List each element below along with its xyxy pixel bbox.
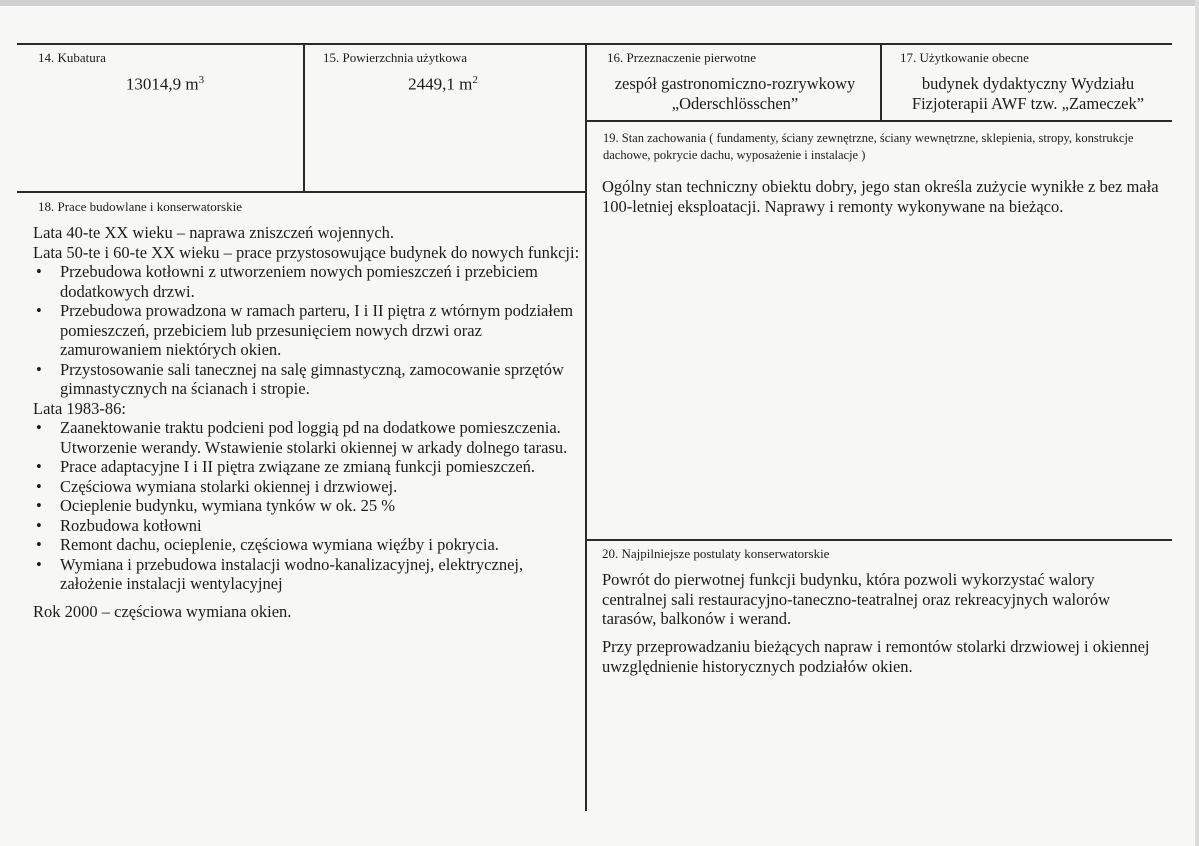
field-15-value xyxy=(368,74,518,95)
field-15-label: 15. Powierzchnia użytkowa xyxy=(323,50,468,65)
field-14-value xyxy=(90,74,240,95)
divider-20-top xyxy=(586,539,1172,541)
field-16-line: zespół gastronomiczno-rozrywkowy xyxy=(614,74,856,93)
scan-edge xyxy=(0,0,1199,6)
divider-14-15 xyxy=(303,43,305,192)
field-17-label: 17. Użytkowanie obecne xyxy=(900,50,1029,65)
field-14-number: 13014,9 m xyxy=(125,74,199,94)
field-20-label: 20. Najpilniejsze postulaty konserwatorskie xyxy=(602,546,830,561)
list-item: • Przebudowa prowadzona w ramach parteru, I i II piętra z wtórnym podziałem pomieszczeń, przebiciem lub przesunięciem nowych drzwi oraz zamurowaniem niektórych okien. xyxy=(33,301,585,360)
top-border xyxy=(17,43,1172,45)
list-item: • Wymiana i przebudowa instalacji wodno-kanalizacyjnej, elektrycznej, założenie instalacji wentylacyjnej xyxy=(33,555,585,594)
list-item: • Przystosowanie sali tanecznej na salę gimnastyczną, zamocowanie sprzętów gimnastycznych na ścianach i stropie. xyxy=(33,360,585,399)
field-16-line: „Oderschlösschen” xyxy=(671,94,799,113)
list-item: • Remont dachu, ocieplenie, częściowa wymiana więźby i pokrycia. xyxy=(33,535,585,555)
field-18-para: Lata 40-te XX wieku – naprawa zniszczeń wojennych. xyxy=(33,223,395,242)
field-18-para: Rok 2000 – częściowa wymiana okien. xyxy=(33,601,292,621)
field-19-text: Ogólny stan techniczny obiektu dobry, jego stan określa zużycie wynikłe z bez mała 100-letniej eksploatacji. Naprawy i remonty wykonywane na bieżąco. xyxy=(602,177,1159,216)
field-14-exponent: 3 xyxy=(198,74,205,86)
field-17-line: Fizjoterapii AWF tzw. „Zameczek” xyxy=(911,94,1145,113)
field-14-label: 14. Kubatura xyxy=(38,50,106,65)
field-16-value xyxy=(590,74,880,114)
field-18-list-2 xyxy=(33,418,585,594)
list-item: • Częściowa wymiana stolarki okiennej i drzwiowej. xyxy=(33,477,585,497)
center-divider xyxy=(585,43,587,811)
field-17-value xyxy=(884,74,1172,114)
field-18-list-1 xyxy=(33,262,585,399)
field-18-content xyxy=(33,223,585,621)
field-18-label: 18. Prace budowlane i konserwatorskie xyxy=(38,199,242,214)
list-item: • Rozbudowa kotłowni xyxy=(33,516,585,536)
field-20-para: Powrót do pierwotnej funkcji budynku, która pozwoli wykorzystać walory centralnej sali restauracyjno-taneczno-teatralnej oraz rekreacyjnych walorów tarasów, balkonów i werand. xyxy=(602,570,1111,628)
divider-16-17 xyxy=(880,43,882,121)
field-17-line: budynek dydaktyczny Wydziału xyxy=(921,74,1135,93)
divider-19-top xyxy=(586,120,1172,122)
scan-edge-right xyxy=(1195,0,1199,846)
list-item: • Zaanektowanie traktu podcieni pod loggią pd na dodatkowe pomieszczenia. Utworzenie werandy. Wstawienie stolarki okiennej w arkady dolnego tarasu. xyxy=(33,418,585,457)
list-item: • Ocieplenie budynku, wymiana tynków w ok. 25 % xyxy=(33,496,585,516)
field-15-number: 2449,1 m xyxy=(408,74,473,94)
field-19-label: 19. Stan zachowania ( fundamenty, ściany zewnętrzne, ściany wewnętrzne, sklepienia, stropy, konstrukcje dachowe, pokrycie dachu, wyposażenie i instalacje ) xyxy=(603,131,1134,162)
field-20-para: Przy przeprowadzaniu bieżących napraw i remontów stolarki drzwiowej i okiennej uwzględnienie historycznych podziałów okien. xyxy=(602,637,1150,676)
field-18-para: Lata 1983-86: xyxy=(33,398,127,418)
list-item: • Prace adaptacyjne I i II piętra związane ze zmianą funkcji pomieszczeń. xyxy=(33,457,585,477)
divider-18-top xyxy=(17,191,587,193)
field-15-exponent: 2 xyxy=(472,74,478,86)
list-item: • Przebudowa kotłowni z utworzeniem nowych pomieszczeń i przebiciem dodatkowych drzwi. xyxy=(33,262,585,301)
field-16-label: 16. Przeznaczenie pierwotne xyxy=(607,50,757,65)
field-18-para: Lata 50-te i 60-te XX wieku – prace przystosowujące budynek do nowych funkcji: xyxy=(33,242,580,262)
